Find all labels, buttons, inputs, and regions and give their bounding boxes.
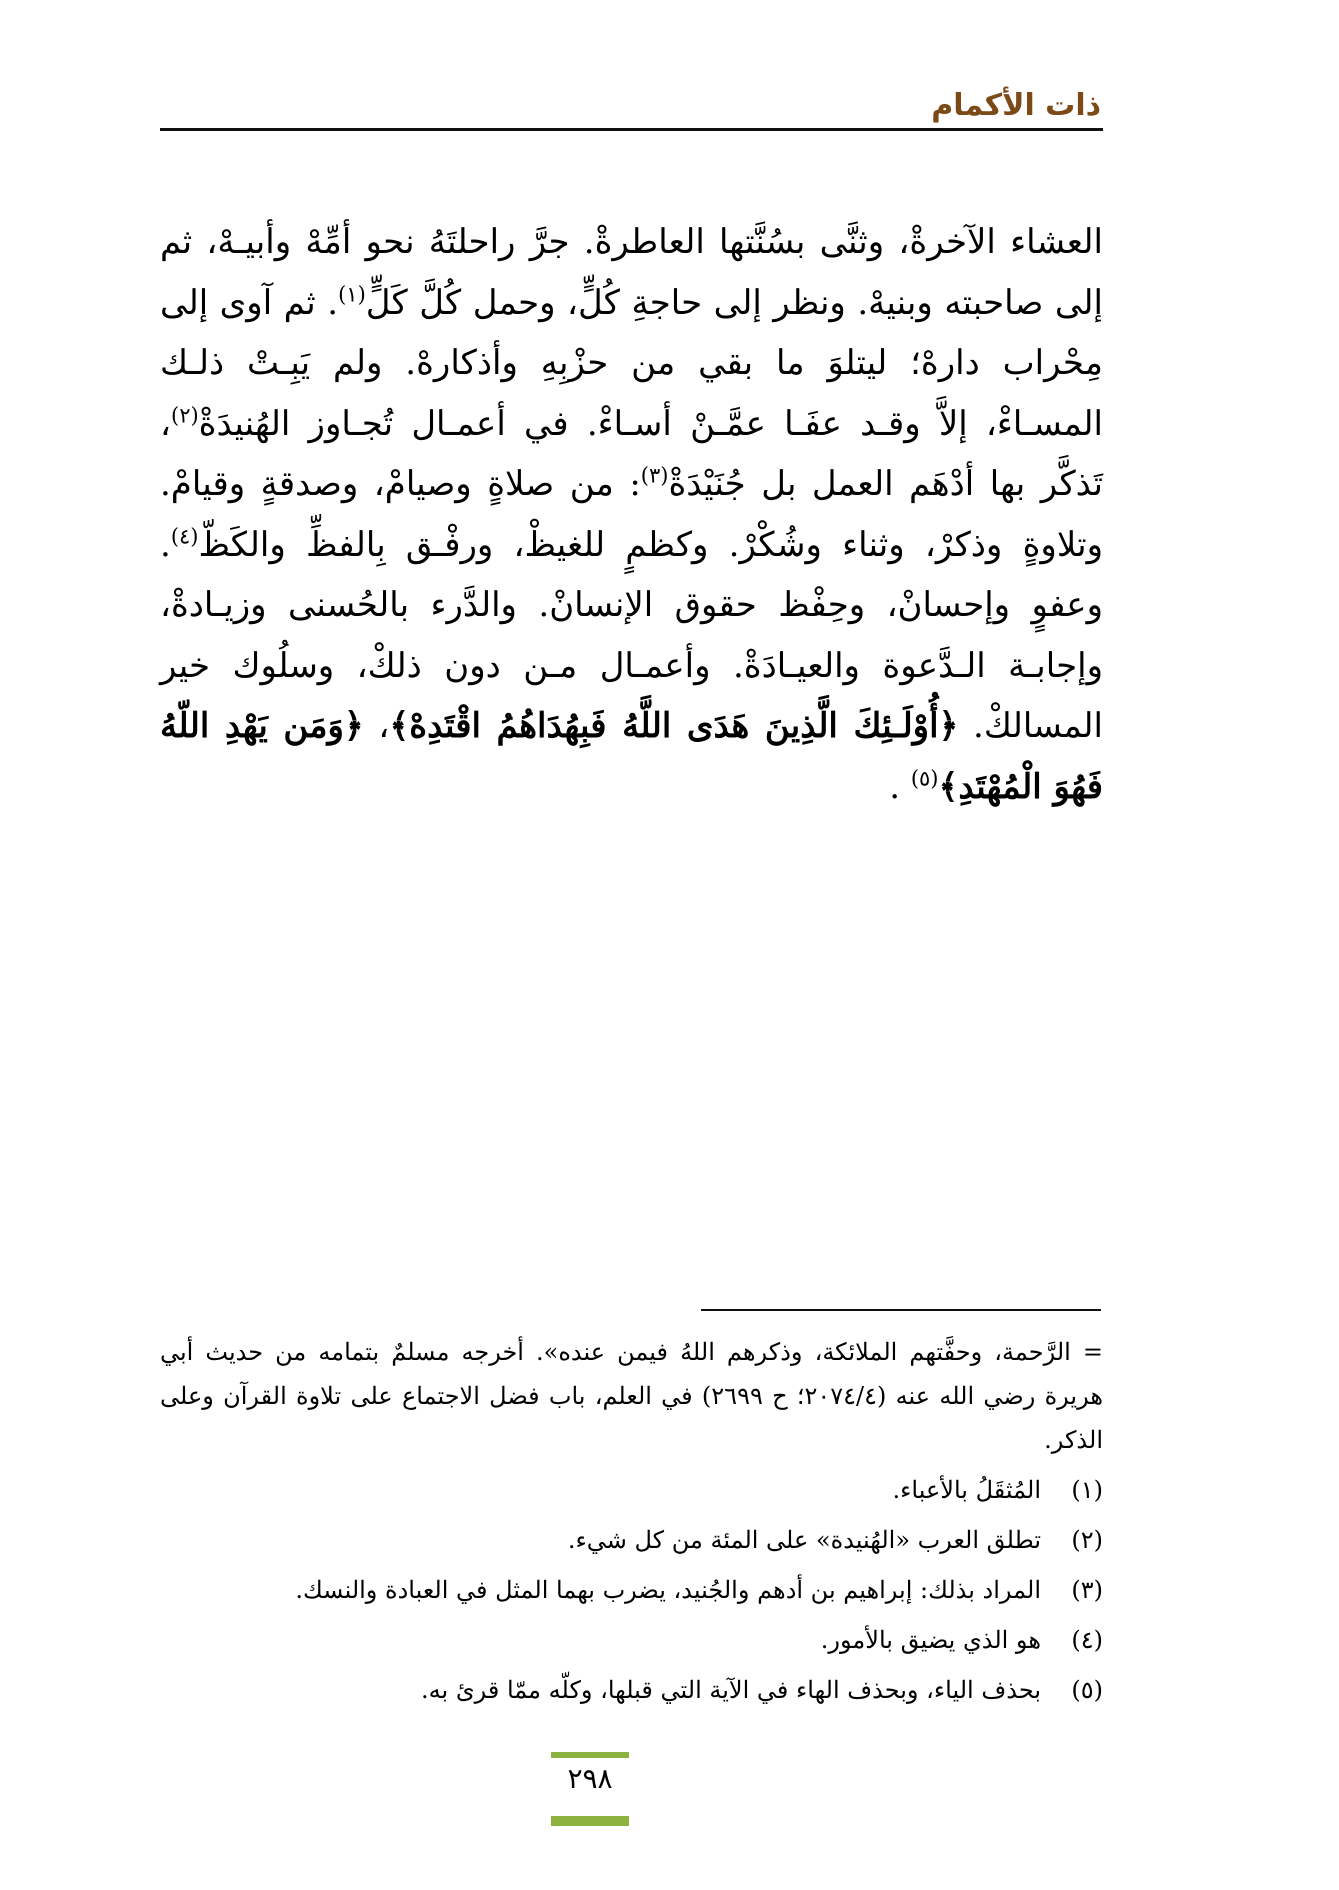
text-segment: . ثم آوى إلى مِحْراب دارهْ؛ ليتلوَ ما بقي من حزْبِهِ وأذكارهْ. ولم يَبِـتْ ذلـك المسـاءْ، إلاَّ وقـد عفَـا عمَّـنْ أسـاءْ. في أعمـال تُجـاوز الهُنيدَةْ bbox=[160, 282, 1103, 444]
running-header-title: ذات الأكمام bbox=[931, 88, 1101, 123]
footnote-ref-3[interactable]: (٣) bbox=[640, 463, 669, 488]
quran-verse-2: ﴿وَمَن يَهْدِ اللّهُ فَهُوَ الْمُهْتَدِ﴾ bbox=[160, 706, 1103, 807]
footnote-ref-2[interactable]: (٢) bbox=[170, 403, 199, 428]
quran-verse-1: ﴿أُوْلَـئِكَ الَّذِينَ هَدَى اللَّهُ فَبِهُدَاهُمُ اقْتَدِهْ﴾ bbox=[389, 706, 959, 746]
footnote-continuation: = الرَّحمة، وحفَّتهم الملائكة، وذكرهم اللهُ فيمن عنده». أخرجه مسلمٌ بتمامه من حديث أبي هريرة رضي الله عنه (٢٠٧٤/٤؛ ح ٢٦٩٩) في العلم، باب فضل الاجتماع على تلاوة القرآن وعلى الذكر. bbox=[160, 1338, 1103, 1454]
footnote-number: (٥) bbox=[1071, 1676, 1103, 1704]
footnote-number: (٤) bbox=[1071, 1626, 1103, 1654]
footnote-separator bbox=[701, 1309, 1101, 1311]
footnote-text: المراد بذلك: إبراهيم بن أدهم والجُنيد، يضرب بهما المثل في العبادة والنسك. bbox=[295, 1576, 1041, 1604]
footnote-item bbox=[160, 1518, 1103, 1562]
footnote-text: بحذف الياء، وبحذف الهاء في الآية التي قبلها، وكلّه ممّا قرئ به. bbox=[421, 1676, 1041, 1704]
footnote-text: هو الذي يضيق بالأمور. bbox=[820, 1626, 1041, 1654]
text-segment: . وعفوٍ وإحسانْ، وحِفْظ حقوق الإنسانْ. والدَّرء بالحُسنى وزيـادةْ، وإجابـة الـدَّعوة والعيـادَةْ. وأعمـال مـن دون ذلكْ، وسلُوك خير المسالكْ. bbox=[160, 524, 1103, 746]
footnote-text: تطلق العرب «الهُنيدة» على المئة من كل شيء. bbox=[567, 1526, 1041, 1554]
footnote-item bbox=[160, 1568, 1103, 1612]
footnote-number: (١) bbox=[1071, 1476, 1103, 1504]
footnotes-section bbox=[160, 1330, 1103, 1712]
footnote-item bbox=[160, 1668, 1103, 1712]
main-paragraph bbox=[160, 212, 1103, 817]
footnote-number: (٢) bbox=[1071, 1526, 1103, 1554]
text-segment: ، تَذكَّر بها أدْهَم العمل بل جُنَيْدَةْ bbox=[160, 403, 1103, 504]
text-segment: العشاء الآخرةْ، وثنَّى بسُنَّتها العاطرةْ. جرَّ راحلتَهُ نحو أمِّهْ وأبيـهْ، ثم إلى صاحبته وبنيهْ. ونظر إلى حاجةِ كُلٍّ، وحمل كُلَّ كَلٍّ bbox=[160, 222, 1103, 323]
footnote-number: (٣) bbox=[1071, 1576, 1103, 1604]
footnote-item bbox=[160, 1468, 1103, 1512]
page-number-bar-top bbox=[551, 1752, 629, 1758]
page-number-bar-bottom bbox=[551, 1816, 629, 1826]
page-number: ٢٩٨ bbox=[567, 1762, 613, 1795]
footnote-ref-4[interactable]: (٤) bbox=[170, 524, 199, 549]
footnote-ref-5[interactable]: (٥) bbox=[910, 766, 939, 791]
footnote-item bbox=[160, 1618, 1103, 1662]
text-segment: : من صلاةٍ وصيامْ، وصدقةٍ وقيامْ. وتلاوةٍ وذكرْ، وثناء وشُكْرْ. وكظمٍ للغيظْ، ورفْـق بِالفظِّ والكَظّ bbox=[160, 464, 1103, 565]
footnote-ref-1[interactable]: (١) bbox=[338, 282, 366, 307]
text-segment: . bbox=[889, 766, 900, 807]
text-segment: ، bbox=[363, 706, 390, 746]
footnote-text: المُثقَلُ بالأعباء. bbox=[892, 1476, 1041, 1504]
header-rule bbox=[160, 128, 1103, 131]
